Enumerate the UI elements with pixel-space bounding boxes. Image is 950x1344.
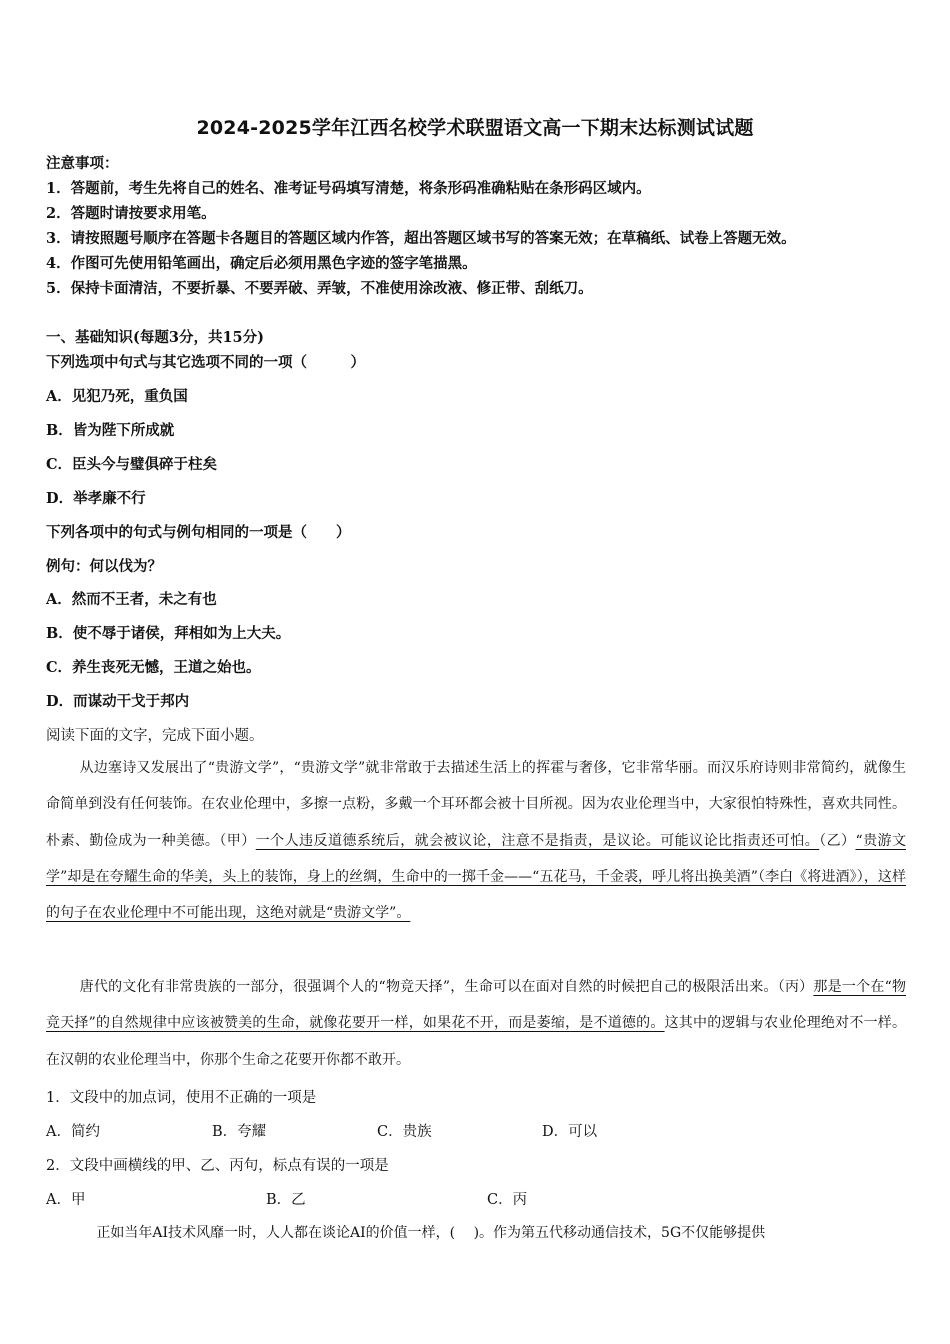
q1-option-b: B．皆为陛下所成就 bbox=[46, 422, 175, 439]
exam-title: 2024-2025学年江西名校学术联盟语文高一下期末达标测试试题 bbox=[196, 117, 754, 139]
q2-option-d: D．而谋动干戈于邦内 bbox=[46, 693, 190, 710]
q1-stem: 下列选项中句式与其它选项不同的一项（ ） bbox=[46, 354, 365, 371]
notice-item-3: 3．请按照题号顺序在答题卡各题目的答题区域内作答，超出答题区域书写的答案无效；在草稿纸、试卷上答题无效。 bbox=[46, 230, 796, 247]
reading-q2-option-b: B．乙 bbox=[266, 1192, 306, 1208]
notice-item-5: 5．保持卡面清洁，不要折暴、不要弄破、弄皱，不准使用涂改液、修正带、刮纸刀。 bbox=[46, 280, 593, 297]
q2-example: 例句：何以伐为？ bbox=[46, 558, 162, 575]
reading-paragraph-2 bbox=[46, 969, 906, 1078]
notice-heading: 注意事项： bbox=[46, 155, 119, 172]
q1-option-a: A．见犯乃死，重负国 bbox=[46, 388, 188, 405]
sentence-yi: “贵游文学”却是在夸耀生命的华美，头上的装饰，身上的丝绸，生命中的一掷千金——“五花马，千金裘，呼儿将出换美酒”（李白《将进酒》），这样的句子在农业伦理中不可能出现，这绝对就是“贵游文学”。 bbox=[46, 832, 906, 922]
reading-q2-option-c: C．丙 bbox=[487, 1192, 528, 1208]
p1-text: 从边塞诗又发展出了“贵游文学”，“贵游文学”就非常敢于去描述生活上的挥霍与奢侈，它非常华丽。而汉乐府诗则非常简约，就像生命简单到没有任何装饰。在农业伦理中，多擦一点粉，多戴一个耳环都会被十目所视。因为农业伦理当中，大家很怕特殊性，喜欢共同性。朴素、勤俭成为一种美德。（甲） bbox=[46, 760, 906, 849]
reading-q1-option-b: B．夸耀 bbox=[212, 1124, 267, 1140]
reading-q1-option-d: D．可以 bbox=[542, 1124, 598, 1140]
notice-item-2: 2．答题时请按要求用笔。 bbox=[46, 205, 216, 222]
label-yi: （乙） bbox=[819, 832, 856, 849]
sentence-bing: 那是一个在“物竞天择”的自然规律中应该被赞美的生命，就像花要开一样，如果花不开，而是萎缩，是不道德的。 bbox=[46, 979, 906, 1032]
reading-paragraph-1 bbox=[46, 750, 906, 931]
reading-q2-stem: 2．文段中画横线的甲、乙、丙句，标点有误的一项是 bbox=[46, 1158, 389, 1174]
notice-item-1: 1．答题前，考生先将自己的姓名、准考证号码填写清楚，将条形码准确粘贴在条形码区域内。 bbox=[46, 180, 651, 197]
section1-heading: 一、基础知识(每题3分，共15分) bbox=[46, 329, 264, 346]
q2-option-b: B．使不辱于诸侯，拜相如为上大夫。 bbox=[46, 625, 291, 642]
notice-item-4: 4．作图可先使用铅笔画出，确定后必须用黑色字迹的签字笔描黑。 bbox=[46, 255, 477, 272]
q2-option-c: C．养生丧死无憾，王道之始也。 bbox=[46, 659, 261, 676]
sentence-jia: 一个人违反道德系统后，就会被议论，注意不是指责，是议论。可能议论比指责还可怕。 bbox=[255, 832, 820, 849]
reading-q1-stem: 1．文段中的加点词，使用不正确的一项是 bbox=[46, 1090, 317, 1106]
q1-option-d: D．举孝廉不行 bbox=[46, 490, 146, 507]
p2-text: 唐代的文化有非常贵族的一部分，很强调个人的“物竞天择”，生命可以在面对自然的时候把自己的极限活出来。（丙） bbox=[79, 979, 814, 995]
reading-q1-option-c: C．贵族 bbox=[377, 1124, 432, 1140]
q2-option-a: A．然而不王者，未之有也 bbox=[46, 591, 217, 608]
reading-intro: 阅读下面的文字，完成下面小题。 bbox=[46, 728, 264, 744]
tail-paragraph: 正如当年AI技术风靡一时，人人都在谈论AI的价值一样，( )。作为第五代移动通信技术，5G不仅能够提供 bbox=[96, 1225, 766, 1241]
reading-q1-option-a: A．简约 bbox=[46, 1124, 100, 1140]
q2-stem: 下列各项中的句式与例句相同的一项是（ ） bbox=[46, 524, 351, 541]
q1-option-c: C．臣头今与璧俱碎于柱矣 bbox=[46, 456, 218, 473]
reading-q2-option-a: A．甲 bbox=[46, 1192, 86, 1208]
p2-text-end: 这其中的逻辑与农业伦理绝对不一样。在汉朝的农业伦理当中，你那个生命之花要开你都不敢开。 bbox=[46, 1015, 907, 1068]
